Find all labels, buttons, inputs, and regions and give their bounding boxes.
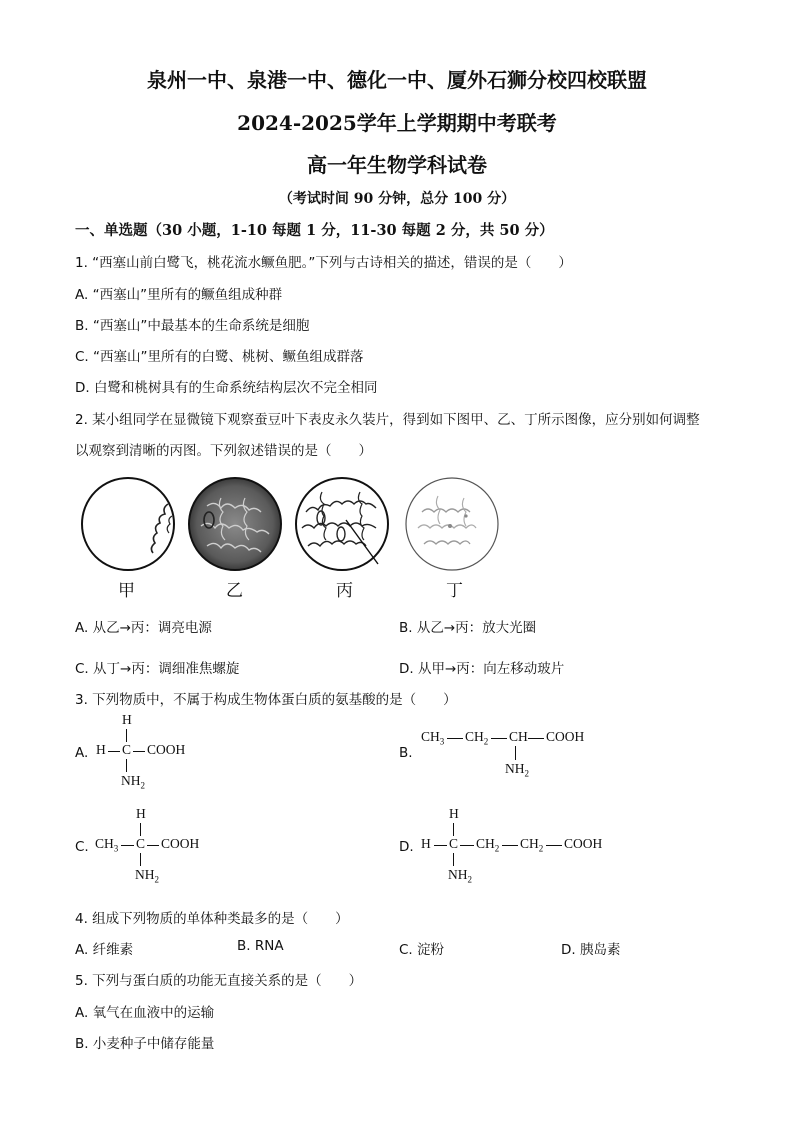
formula-b-g2: $CH_2$ — [465, 729, 489, 747]
formula-d-g3: $CH_2$ — [520, 836, 544, 854]
formula-a-center: C — [122, 742, 132, 757]
figure-jia — [80, 476, 176, 572]
formula-b-g3: CH — [509, 729, 528, 744]
formula-d-left: H — [421, 836, 431, 851]
q3-stem: 3. 下列物质中，不属于构成生物体蛋白质的氨基酸的是（ ） — [75, 692, 457, 708]
q4-option-c: C. 淀粉 — [399, 942, 445, 958]
q3-option-b-letter: B. — [399, 745, 413, 761]
formula-c-right: COOH — [161, 836, 200, 851]
formula-b-g4: COOH — [546, 729, 585, 744]
q2-option-b: B. 从乙→丙：放大光圈 — [399, 620, 537, 636]
q2-option-d: D. 从甲→丙：向左移动玻片 — [399, 661, 565, 677]
figure-label-yi: 乙 — [226, 581, 243, 601]
exam-info: （考试时间 90 分钟，总分 100 分） — [278, 191, 516, 207]
formula-a-left: H — [96, 742, 106, 757]
formula-d-top: H — [449, 806, 459, 821]
exam-title-line3: 高一年生物学科试卷 — [307, 153, 487, 177]
exam-title-line1: 泉州一中、泉港一中、德化一中、厦外石狮分校四校联盟 — [147, 68, 647, 92]
formula-a-bottom: $NH_2$ — [121, 773, 145, 791]
formula-b-g1: $CH_3$ — [421, 729, 445, 747]
q4-option-b: B. RNA — [237, 938, 284, 954]
formula-c-left: $CH_3$ — [95, 836, 119, 854]
q4-option-d: D. 胰岛素 — [561, 942, 621, 958]
figure-label-ding: 丁 — [446, 581, 463, 601]
q5-option-a: A. 氧气在血液中的运输 — [75, 1005, 215, 1021]
figure-yi — [187, 476, 283, 572]
figure-bing — [294, 476, 390, 572]
formula-b-bottom: $NH_2$ — [505, 761, 529, 779]
q1-option-b: B. “西塞山”中最基本的生命系统是细胞 — [75, 318, 310, 334]
figure-label-jia: 甲 — [118, 581, 135, 601]
q4-option-a: A. 纤维素 — [75, 942, 134, 958]
formula-a-top: H — [122, 712, 132, 727]
q2-option-c: C. 从丁→丙：调细准焦螺旋 — [75, 661, 240, 677]
q2-stem-line1: 2. 某小组同学在显微镜下观察蚕豆叶下表皮永久装片，得到如下图甲、乙、丁所示图像，应分别如何调整 — [75, 412, 700, 428]
formula-c-bottom: $NH_2$ — [135, 867, 159, 885]
q1-option-d: D. 白鹭和桃树具有的生命系统结构层次不完全相同 — [75, 380, 378, 396]
formula-a-right: COOH — [147, 742, 186, 757]
formula-c-top: H — [136, 806, 146, 821]
q1-stem: 1. “西塞山前白鹭飞，桃花流水鳜鱼肥。”下列与古诗相关的描述，错误的是（ ） — [75, 255, 572, 271]
figure-label-bing: 丙 — [336, 581, 353, 601]
q3-option-d-letter: D. — [399, 839, 414, 855]
formula-d-center: C — [449, 836, 459, 851]
formula-d-g2: $CH_2$ — [476, 836, 500, 854]
q2-option-a: A. 从乙→丙：调亮电源 — [75, 620, 212, 636]
q5-stem: 5. 下列与蛋白质的功能无直接关系的是（ ） — [75, 973, 363, 989]
q4-stem: 4. 组成下列物质的单体种类最多的是（ ） — [75, 911, 349, 927]
q1-option-a: A. “西塞山”里所有的鳜鱼组成种群 — [75, 287, 283, 303]
formula-d-g4: COOH — [564, 836, 603, 851]
q3-option-c-letter: C. — [75, 839, 89, 855]
section-heading: 一、单选题（30 小题，1-10 每题 1 分，11-30 每题 2 分，共 50 分） — [75, 222, 554, 239]
exam-title-line2: 2024-2025学年上学期期中考联考 — [237, 111, 557, 135]
formula-d-bottom: $NH_2$ — [448, 867, 472, 885]
q2-stem-line2: 以观察到清晰的丙图。下列叙述错误的是（ ） — [75, 443, 372, 459]
figure-ding — [404, 476, 500, 572]
q5-option-b: B. 小麦种子中储存能量 — [75, 1036, 215, 1052]
q3-option-a-letter: A. — [75, 745, 89, 761]
formula-c-center: C — [136, 836, 146, 851]
q1-option-c: C. “西塞山”里所有的白鹭、桃树、鳜鱼组成群落 — [75, 349, 364, 365]
